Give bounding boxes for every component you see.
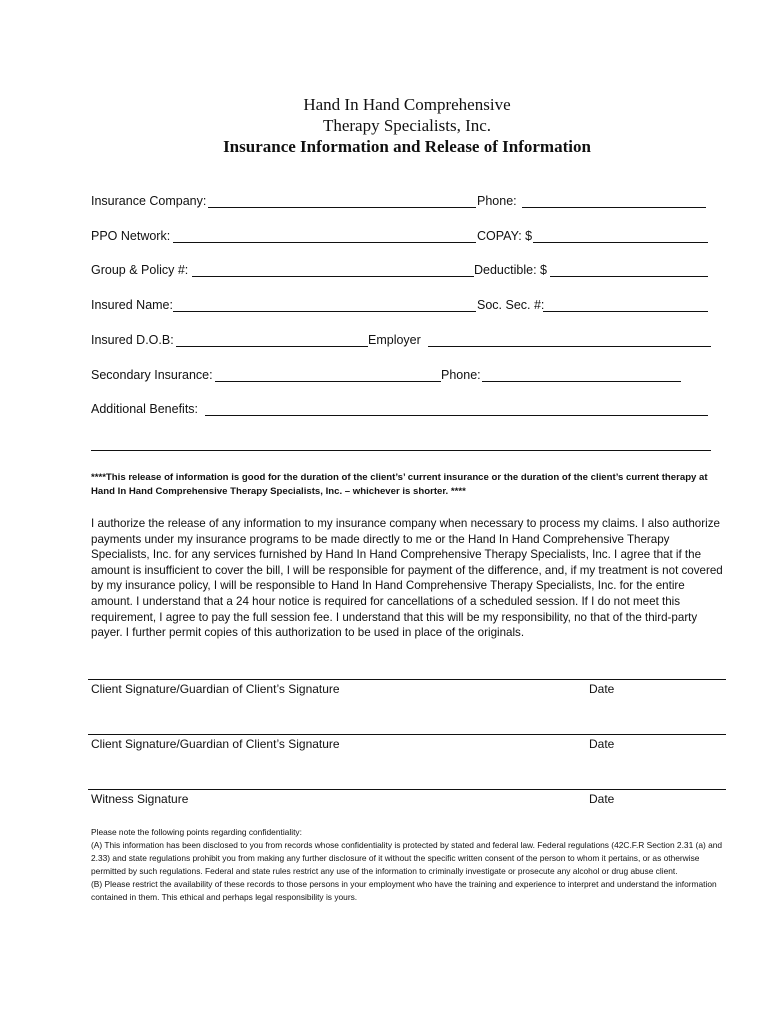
secondary-phone-label: Phone: xyxy=(441,368,481,382)
phone-label: Phone: xyxy=(477,194,517,208)
soc-sec-label: Soc. Sec. #: xyxy=(477,298,545,312)
witness-signature-label: Witness Signature xyxy=(91,792,189,806)
group-policy-field[interactable] xyxy=(192,276,474,277)
duration-notice: ****This release of information is good for the duration of the client’s’ current insurance or the duration of the client’s current therapy at Hand In Hand Comprehensive Therapy Specialists, Inc. – whichever is shorter. **** xyxy=(91,472,708,497)
ppo-network-label: PPO Network: xyxy=(91,229,171,243)
copay-label: COPAY: $ xyxy=(477,229,533,243)
group-policy-label: Group & Policy #: xyxy=(91,263,189,277)
ppo-network-field[interactable] xyxy=(173,242,476,243)
form-title: Insurance Information and Release of Information xyxy=(223,137,591,156)
confidentiality-point-b: (B) Please restrict the availability of these records to those persons in your employment who have the training and experience to interpret and understand the information contained in them. This ethical and perhaps legal responsibility is yours. xyxy=(91,879,717,902)
confidentiality-section xyxy=(91,826,727,904)
insurance-company-label: Insurance Company: xyxy=(91,194,207,208)
confidentiality-heading: Please note the following points regarding confidentiality: xyxy=(91,827,302,837)
authorization-text: I authorize the release of any information to my insurance company when necessary to process my claims. I also authorize payments under my insurance programs to be made directly to me or the Hand In Hand Comprehensive Therapy Specialists, Inc. for any services furnished by Hand In Hand Comprehensive Therapy Specialists, Inc. I agree that if the amount is insufficient to cover the bill, I will be responsible for payment of the difference, and, if my treatment is not covered by my insurance policy, I will be responsible to Hand In Hand Comprehensive Therapy Specialists, Inc. for the entire amount. I understand that a 24 hour notice is required for cancellations of a scheduled session. If I do not meet this requirement, I agree to pay the full session fee. I understand that this will be my responsibility, no that of the third-party payer. I further permit copies of this authorization to be used in place of the originals. xyxy=(91,517,723,640)
insured-dob-field[interactable] xyxy=(176,346,368,347)
client-signature-label-2: Client Signature/Guardian of Client’s Signature xyxy=(91,737,340,751)
date-label-2: Date xyxy=(589,737,615,751)
insured-name-field[interactable] xyxy=(173,311,476,312)
additional-benefits-field[interactable] xyxy=(205,415,708,416)
deductible-field[interactable] xyxy=(550,276,708,277)
employer-field[interactable] xyxy=(428,346,711,347)
additional-benefits-label: Additional Benefits: xyxy=(91,402,199,416)
company-name-line1: Hand In Hand Comprehensive xyxy=(303,95,511,114)
signature-line-2[interactable] xyxy=(88,734,726,735)
employer-label: Employer xyxy=(368,333,421,347)
confidentiality-point-a: (A) This information has been disclosed to you from records whose confidentiality is protected by stated and federal law. Federal regulations (42C.F.R Section 2.31 (a) and 2.33) and state regulations prohibit you from making any further disclosure of it without the specific written consent of the person to whom it pertains, or as otherwise permitted by such regulations. Federal and state rules restrict any use of the information to criminally investigate or prosecute any alcohol or drug abuse client. xyxy=(91,840,723,876)
insured-dob-label: Insured D.O.B: xyxy=(91,333,174,347)
signature-line-3[interactable] xyxy=(88,789,726,790)
copay-field[interactable] xyxy=(533,242,708,243)
date-label-1: Date xyxy=(589,682,615,696)
secondary-phone-field[interactable] xyxy=(482,381,681,382)
date-label-3: Date xyxy=(589,792,615,806)
signature-line-1[interactable] xyxy=(88,679,726,680)
soc-sec-field[interactable] xyxy=(543,311,708,312)
phone-field[interactable] xyxy=(522,207,706,208)
deductible-label: Deductible: $ xyxy=(474,263,547,277)
secondary-insurance-label: Secondary Insurance: xyxy=(91,368,213,382)
insurance-company-field[interactable] xyxy=(208,207,476,208)
secondary-insurance-field[interactable] xyxy=(215,381,441,382)
insured-name-label: Insured Name: xyxy=(91,298,173,312)
additional-benefits-field-line2[interactable] xyxy=(91,450,711,451)
client-signature-label-1: Client Signature/Guardian of Client’s Signature xyxy=(91,682,340,696)
company-name-line2: Therapy Specialists, Inc. xyxy=(322,116,492,135)
